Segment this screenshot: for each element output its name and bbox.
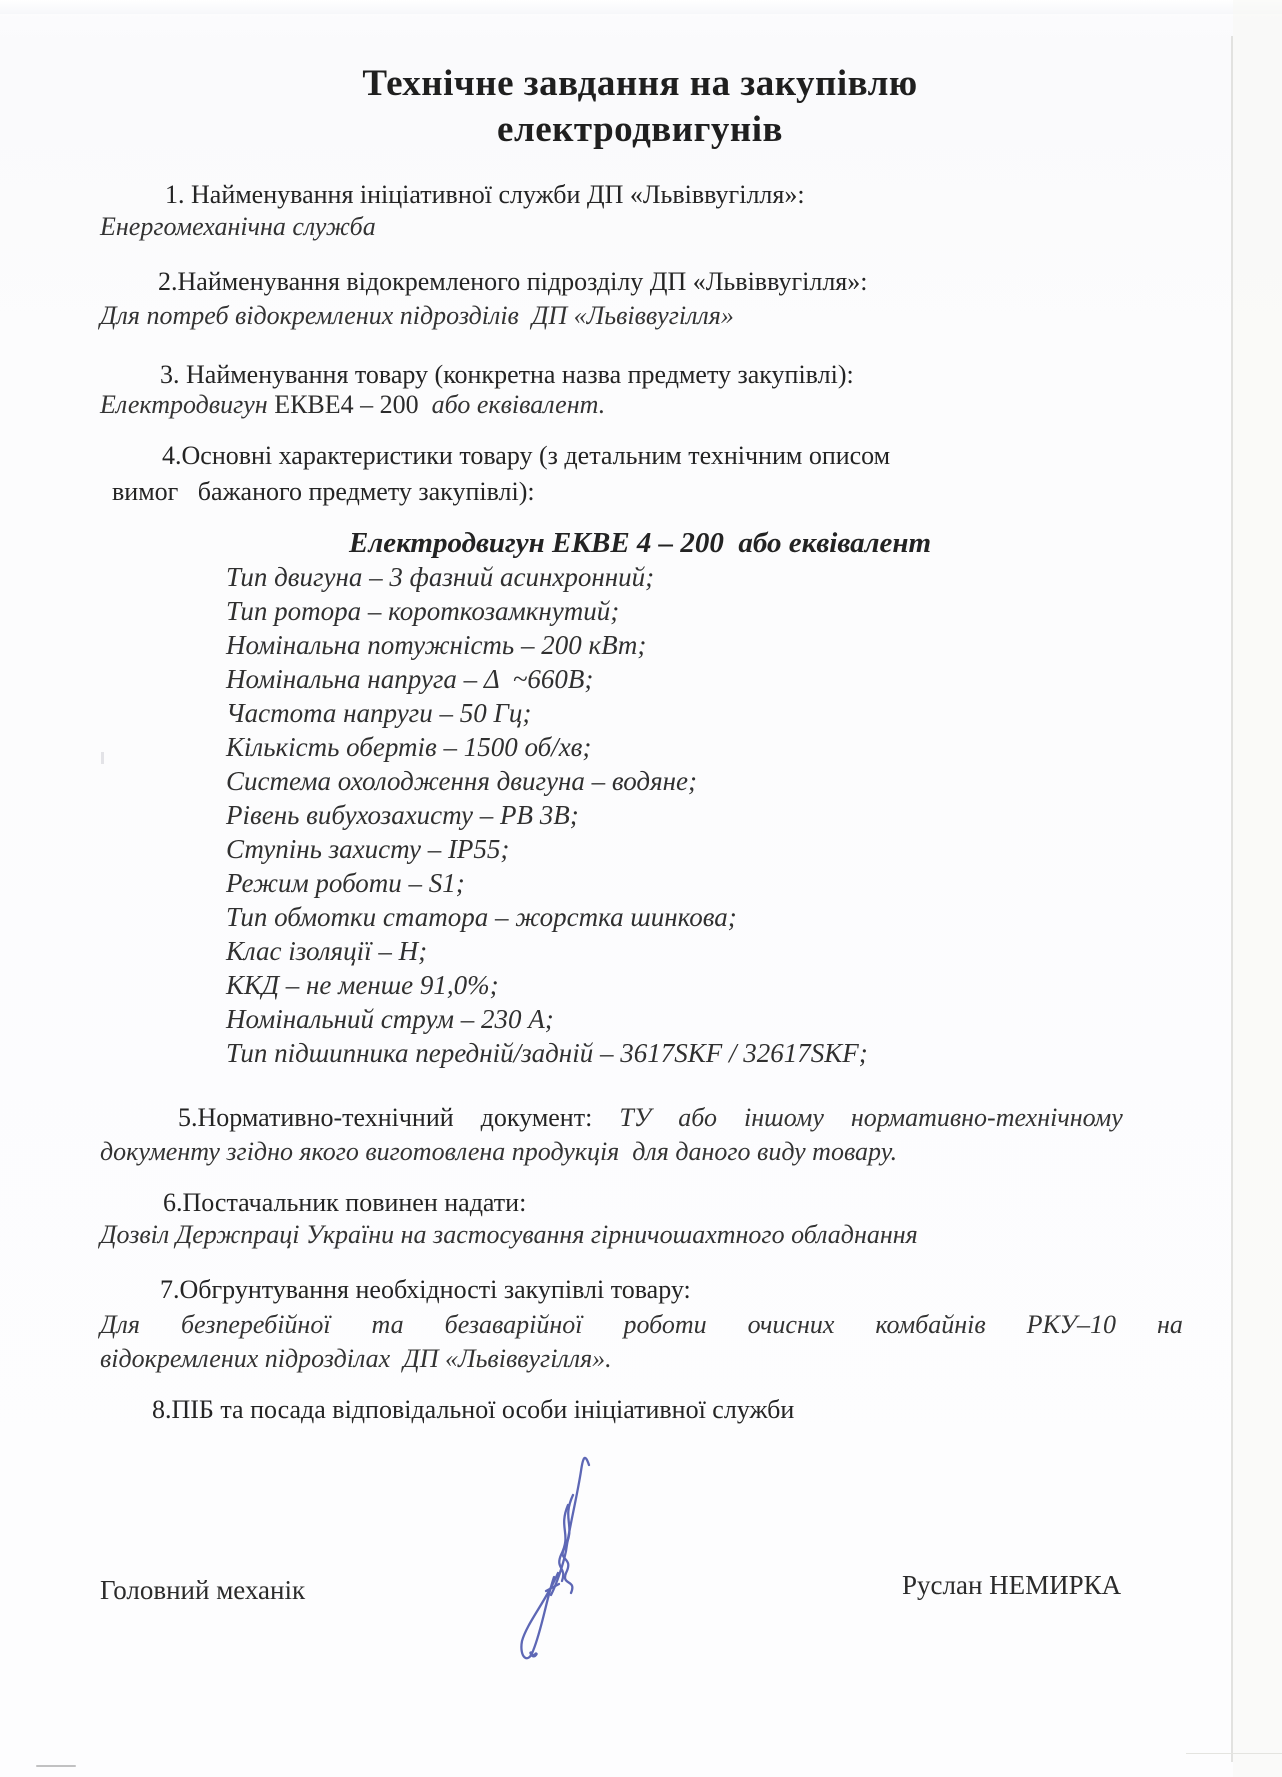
scan-top-edge-shadow	[0, 0, 1282, 14]
spec-item: Ступінь захисту – ІР55;	[226, 834, 510, 864]
spec-item: Тип обмотки статора – жорстка шинкова;	[226, 902, 737, 932]
signatory-position: Головний механік	[100, 1575, 306, 1605]
item5-value-line1: ТУ або іншому нормативно-технічному	[619, 1103, 1123, 1132]
spec-item: Номінальна потужність – 200 кВт;	[226, 630, 647, 660]
spec-item: Частота напруги – 50 Гц;	[226, 698, 532, 728]
item4-label-line1: 4.Основні характеристики товару (з детальним технічним описом	[162, 441, 891, 470]
spec-item: Клас ізоляції – Н;	[226, 936, 428, 966]
item2-value: Для потреб відокремлених підрозділів ДП «Львіввугілля»	[100, 301, 734, 330]
item1-label: 1. Найменування ініціативної служби ДП «Львіввугілля»:	[165, 180, 805, 209]
signatory-name: Руслан НЕМИРКА	[902, 1570, 1122, 1600]
document-title-line2: електродвигунів	[497, 109, 783, 150]
spec-item: Номінальний струм – 230 А;	[226, 1004, 554, 1034]
spec-item: Тип двигуна – 3 фазний асинхронний;	[226, 562, 655, 592]
item7-label: 7.Обгрунтування необхідності закупівлі товару:	[160, 1275, 691, 1304]
spec-item: Тип підшипника передній/задній – 3617SKF / 32617SKF;	[226, 1038, 868, 1068]
scan-speck-right	[1071, 314, 1080, 323]
scan-page-bottom-edge	[1186, 1753, 1282, 1754]
item3-value-prefix: Електродвигун	[100, 390, 275, 419]
spec-item: Тип ротора – короткозамкнутий;	[226, 596, 620, 626]
item3-label: 3. Найменування товару (конкретна назва предмету закупівлі):	[160, 360, 854, 389]
item1-value: Енергомеханічна служба	[100, 212, 376, 241]
item7-value-line2: відокремлених підрозділах ДП «Львіввугілля».	[100, 1344, 612, 1373]
scan-right-margin	[1233, 0, 1282, 1777]
item6-value: Дозвіл Держпраці України на застосування гірничошахтного обладнання	[100, 1220, 918, 1249]
spec-item: Рівень вибухозахисту – РВ 3В;	[226, 800, 579, 830]
specs-heading: Електродвигун ЕКВЕ 4 – 200 або еквівалент	[348, 527, 932, 559]
item5-line1	[178, 1103, 1123, 1134]
item5-label: 5.Нормативно-технічний документ:	[178, 1103, 620, 1132]
item5-value-line2: документу згідно якого виготовлена продукція для даного виду товару.	[100, 1137, 898, 1166]
item8-label: 8.ПІБ та посада відповідальної особи ініціативної служби	[152, 1395, 795, 1424]
spec-item: Номінальна напруга – Δ ~660В;	[226, 664, 594, 694]
spec-item: Система охолодження двигуна – водяне;	[226, 766, 697, 796]
item3-value-suffix: або еквівалент.	[418, 390, 606, 419]
item6-label: 6.Постачальник повинен надати:	[163, 1188, 527, 1217]
signature-scribble	[505, 1443, 625, 1671]
document-title-line1: Технічне завдання на закупівлю	[362, 63, 918, 104]
item7-value-line1: Для безперебійної та безаварійної роботи очисних комбайнів РКУ–10 на	[100, 1310, 1183, 1339]
scan-mark-bottom-left	[36, 1765, 76, 1767]
spec-item: Кількість обертів – 1500 об/хв;	[226, 732, 592, 762]
item3-value-model: ЕКВЕ4 – 200	[274, 390, 419, 419]
item2-label: 2.Найменування відокремленого підрозділу ДП «Львіввугілля»:	[158, 267, 868, 296]
spec-item: ККД – не менше 91,0%;	[226, 970, 499, 1000]
scan-page-right-edge	[1231, 36, 1233, 1762]
item4-label-line2: вимог бажаного предмету закупівлі):	[112, 477, 535, 506]
scan-speck-left	[101, 752, 104, 764]
spec-item: Режим роботи – S1;	[226, 868, 465, 898]
item3-value	[100, 390, 605, 421]
